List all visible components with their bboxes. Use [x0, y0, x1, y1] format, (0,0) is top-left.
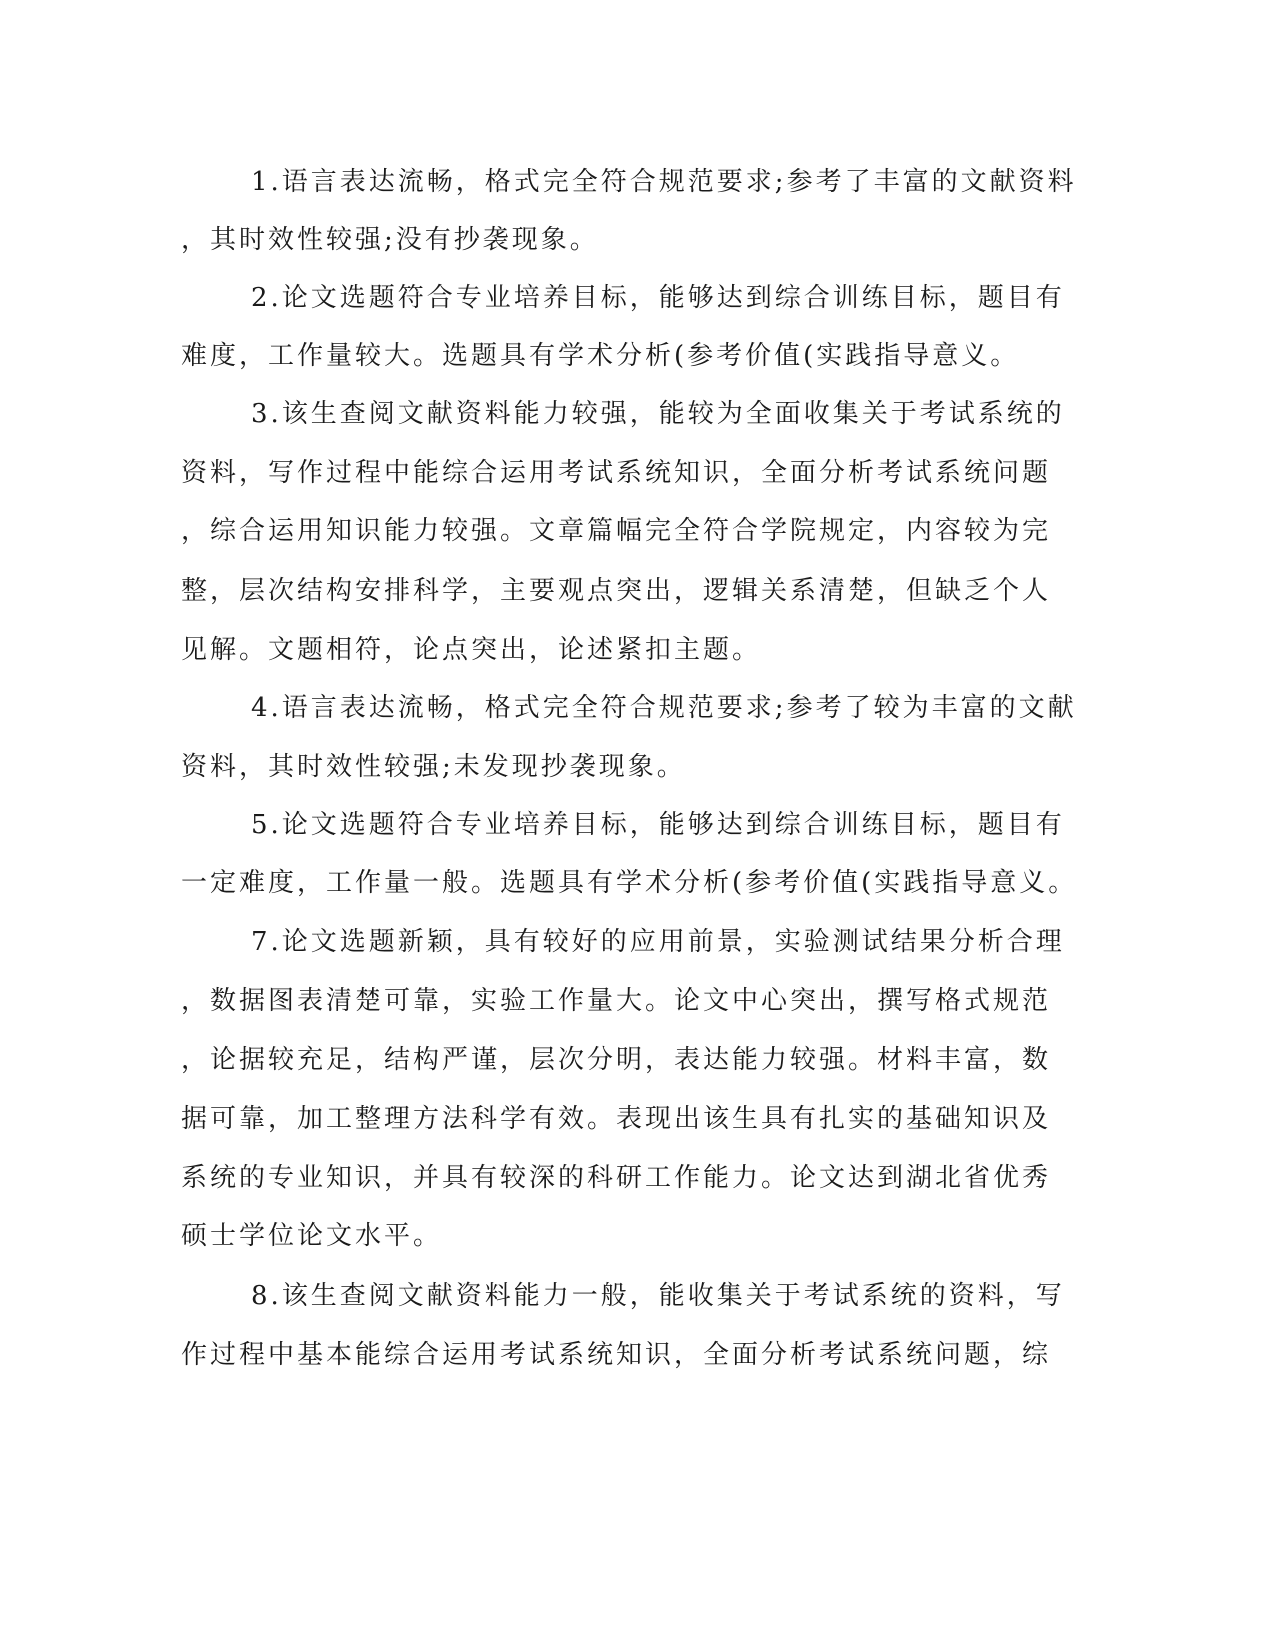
- text-line: 资料，其时效性较强;未发现抄袭现象。: [181, 752, 686, 782]
- text-line: 3.该生查阅文献资料能力较强，能较为全面收集关于考试系统的: [251, 399, 1065, 429]
- text-line: 系统的专业知识，并具有较深的科研工作能力。论文达到湖北省优秀: [181, 1163, 1052, 1193]
- text-line: 8.该生查阅文献资料能力一般，能收集关于考试系统的资料，写: [251, 1281, 1065, 1311]
- text-line: 资料，写作过程中能综合运用考试系统知识，全面分析考试系统问题: [181, 458, 1052, 488]
- text-line: 4.语言表达流畅，格式完全符合规范要求;参考了较为丰富的文献: [251, 693, 1077, 723]
- text-line: ，论据较充足，结构严谨，层次分明，表达能力较强。材料丰富，数: [181, 1045, 1052, 1075]
- text-line: ，综合运用知识能力较强。文章篇幅完全符合学院规定，内容较为完: [181, 516, 1052, 546]
- text-line: 一定难度，工作量一般。选题具有学术分析(参考价值(实践指导意义。: [181, 868, 1078, 898]
- text-line: 难度，工作量较大。选题具有学术分析(参考价值(实践指导意义。: [181, 341, 1020, 371]
- text-line: ，其时效性较强;没有抄袭现象。: [181, 225, 599, 255]
- text-line: 5.论文选题符合专业培养目标，能够达到综合训练目标，题目有: [251, 810, 1065, 840]
- text-line: 2.论文选题符合专业培养目标，能够达到综合训练目标，题目有: [251, 283, 1065, 313]
- text-line: 硕士学位论文水平。: [181, 1221, 443, 1251]
- text-line: 整，层次结构安排科学，主要观点突出，逻辑关系清楚，但缺乏个人: [181, 576, 1052, 606]
- text-line: 见解。文题相符，论点突出，论述紧扣主题。: [181, 635, 762, 665]
- text-line: ，数据图表清楚可靠，实验工作量大。论文中心突出，撰写格式规范: [181, 986, 1052, 1016]
- text-line: 作过程中基本能综合运用考试系统知识，全面分析考试系统问题，综: [181, 1340, 1052, 1370]
- text-line: 据可靠，加工整理方法科学有效。表现出该生具有扎实的基础知识及: [181, 1104, 1052, 1134]
- text-line: 7.论文选题新颖，具有较好的应用前景，实验测试结果分析合理: [251, 927, 1065, 957]
- text-line: 1.语言表达流畅，格式完全符合规范要求;参考了丰富的文献资料: [251, 167, 1077, 197]
